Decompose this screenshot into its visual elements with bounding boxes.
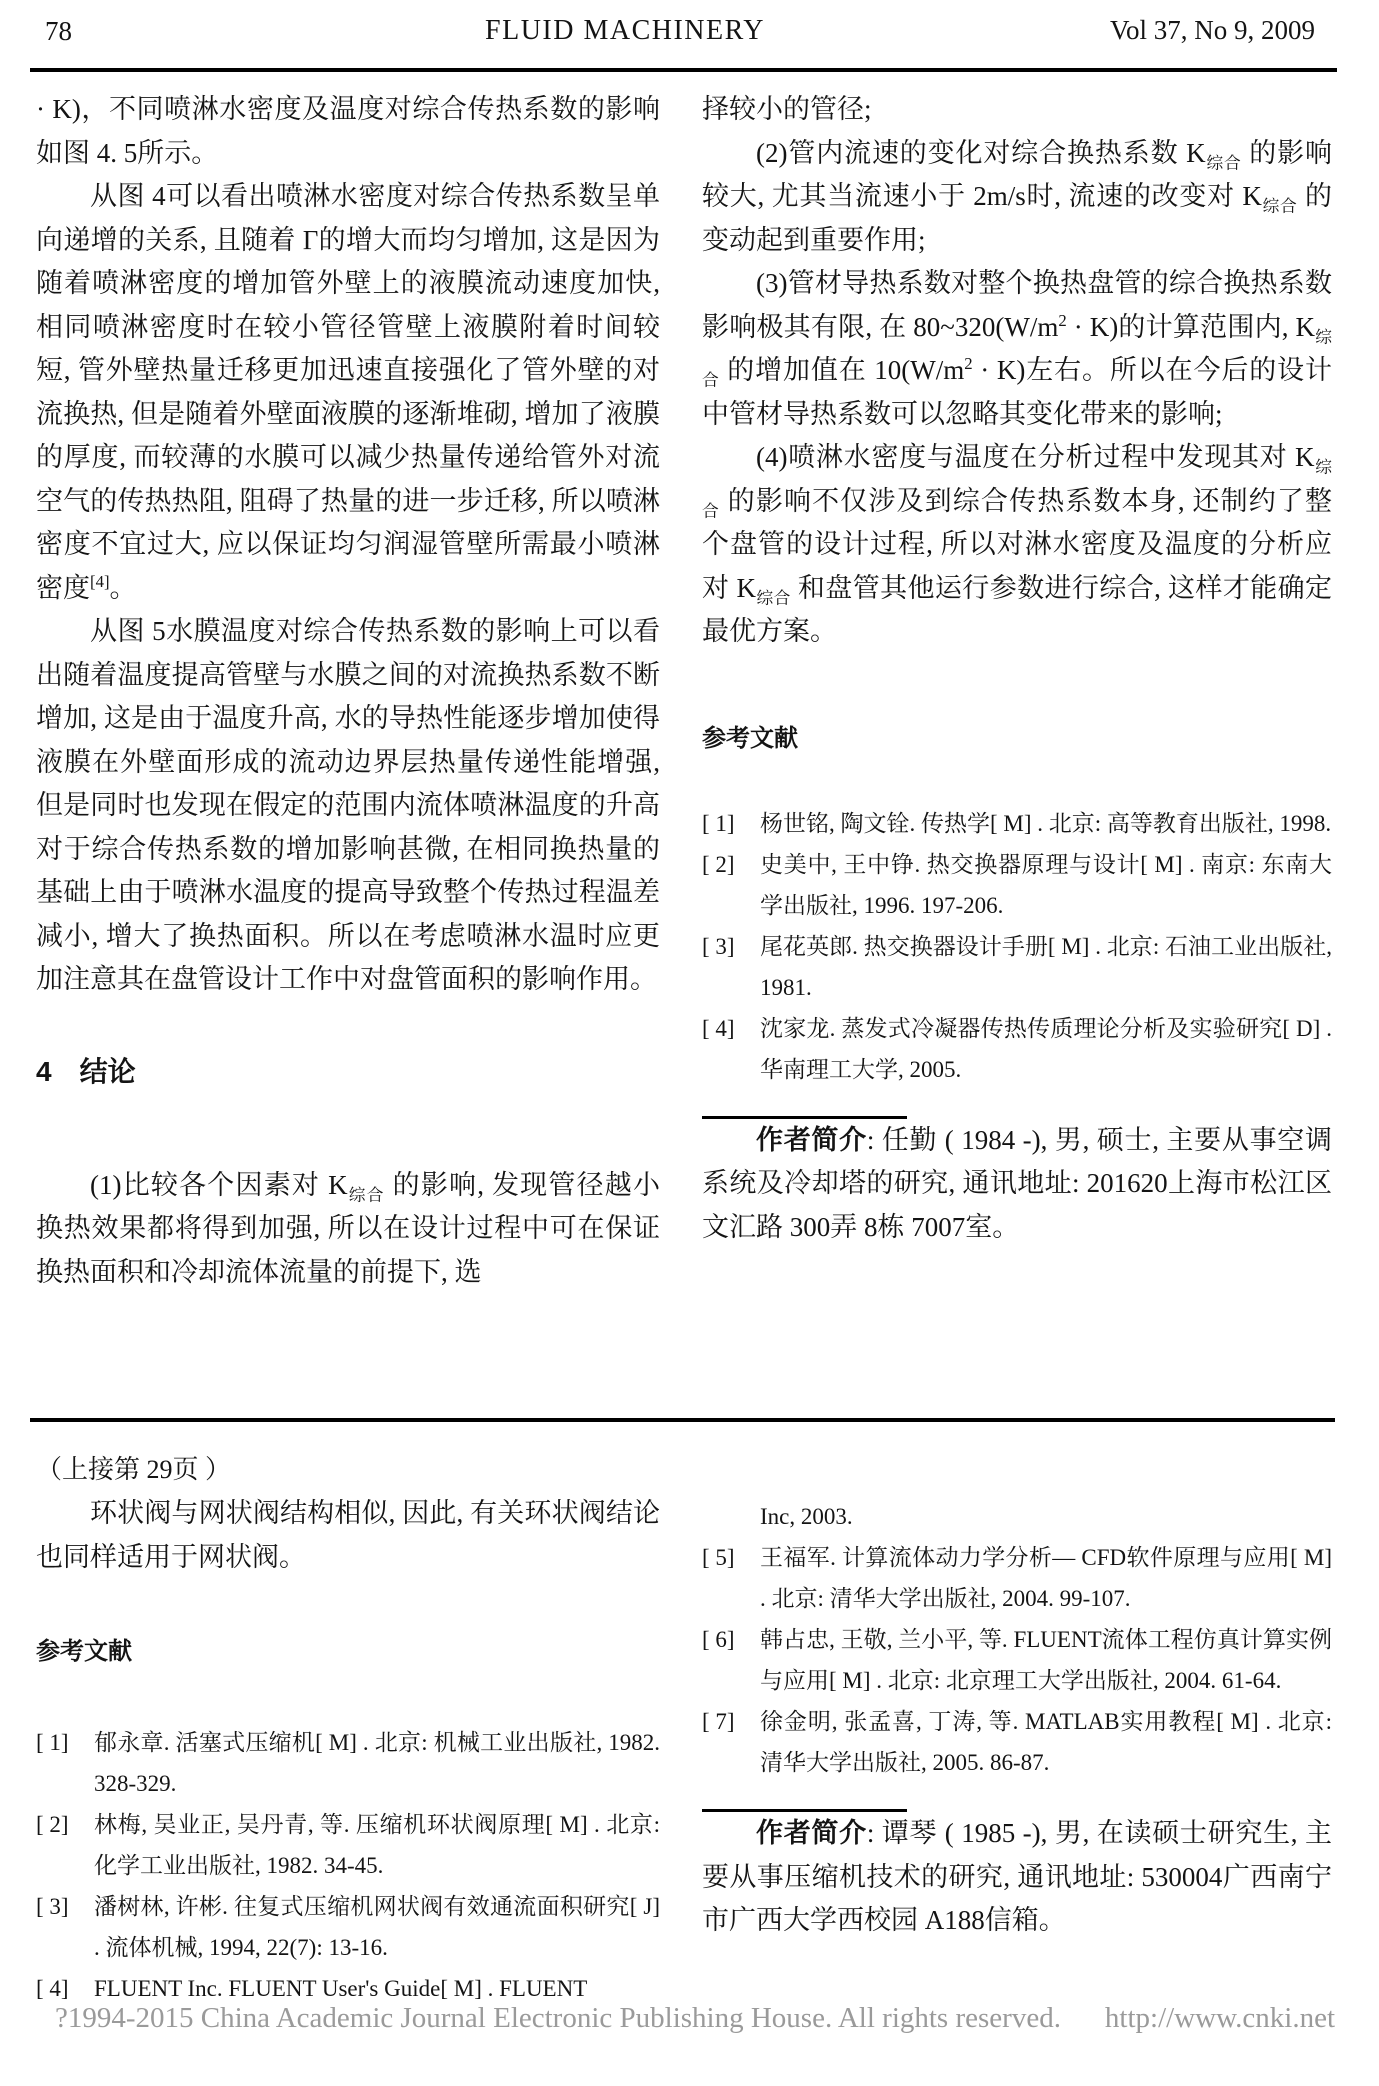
header-rule [30,68,1337,72]
reference-number: [ 4] [36,1976,69,2001]
reference-number: [ 6] [702,1627,735,1652]
reference-text: FLUENT Inc. FLUENT User's Guide[ M] . FLUENT [94,1976,588,2001]
references-heading: 参考文献 [702,724,798,752]
reference-item [702,1701,1332,1783]
author-bio: 作者简介: 任勤 ( 1984 -), 男, 硕士, 主要从事空调系统及冷却塔的研究, 通讯地址: 201620上海市松江区文汇路 300弄 8栋 7007室。 [702,1124,1333,1242]
reference-item [702,1008,1332,1090]
issue-info: Vol 37, No 9, 2009 [1109,15,1315,45]
article1-right-column [702,88,1332,1249]
reference-continuation: Inc, 2003. [760,1504,853,1529]
reference-number: [ 7] [702,1709,735,1734]
reference-item [702,844,1332,926]
reference-item [36,1722,660,1804]
article1-left-column [36,88,660,1294]
footer-copyright: ?1994-2015 China Academic Journal Electronic Publishing House. All rights reserved. [55,2002,1061,2034]
body-paragraph: · K)，不同喷淋水密度及温度对综合传热系数的影响如图 4. 5所示。 [36,94,660,168]
reference-number: [ 4] [702,1015,735,1041]
body-paragraph: 从图 4可以看出喷淋水密度对综合传热系数呈单向递增的关系, 且随着 Γ的增大而均匀增加, 这是因为随着喷淋密度的增加管外壁上的液膜流动速度加快, 相同喷淋密度时在较小管径管壁上液膜附着时间较短, 管外壁热量迁移更加迅速直接强化了管外壁的对流换热, 但是随着外壁面液膜的逐渐堆砌, 增加了液膜的厚度, 而较薄的水膜可以减少热量传递给管外对流空气的传热热阻, 阻碍了热量的进一步迁移, 所以喷淋密度不宜过大, 应以保证均匀润湿管壁所需最小喷淋密度[4]。 [36,181,660,603]
reference-number: [ 3] [36,1894,69,1919]
reference-text: 尾花英郎. 热交换器设计手册[ M] . 北京: 石油工业出版社, 1981. [760,933,1332,1000]
reference-item [702,1619,1332,1701]
article2-left-column [36,1448,660,2009]
reference-text: 韩占忠, 王敬, 兰小平, 等. FLUENT流体工程仿真计算实例与应用[ M] . 北京: 北京理工大学出版社, 2004. 61-64. [760,1627,1332,1693]
reference-text: 史美中, 王中铮. 热交换器原理与设计[ M] . 南京: 东南大学出版社, 1996. 197-206. [760,851,1332,918]
body-paragraph: (2)管内流速的变化对综合换热系数 $K_{综合}$ 的影响较大, 尤其当流速小于 2m/s时, 流速的改变对 $K_{综合}$ 的变动起到重要作用; [702,137,1333,255]
reference-item [36,1804,660,1886]
footer-watermark [55,2002,1335,2035]
author-bio: 作者简介: 谭琴 ( 1985 -), 男, 在读硕士研究生, 主要从事压缩机技术的研究, 通讯地址: 530004广西南宁市广西大学西校园 A188信箱。 [702,1818,1333,1935]
section-heading-conclusion: 4 结论 [36,1055,136,1087]
reference-text: 林梅, 吴业正, 吴丹青, 等. 压缩机环状阀原理[ M] . 北京: 化学工业出版社, 1982. 34-45. [94,1812,660,1878]
body-paragraph: 从图 5水膜温度对综合传热系数的影响上可以看出随着温度提高管壁与水膜之间的对流换热系数不断增加, 这是由于温度升高, 水的导热性能逐步增加使得液膜在外壁面形成的流动边界层热量传递性能增强, 但是同时也发现在假定的范围内流体喷淋温度的升高对于综合传热系数的增加影响甚微, 在相同换热量的基础上由于喷淋水温度的提高导致整个传热过程温差减小, 增大了换热面积。所以在考虑喷淋水温时应更加注意其在盘管设计工作中对盘管面积的影响作用。 [36,616,660,994]
page-number: 78 [45,16,72,46]
reference-number: [ 1] [702,810,735,836]
reference-item [702,803,1332,844]
reference-item [702,1537,1332,1619]
reference-text: 沈家龙. 蒸发式冷凝器传热传质理论分析及实验研究[ D] . 华南理工大学, 2005. [760,1015,1332,1082]
body-paragraph: (1)比较各个因素对 $K_{综合}$ 的影响, 发现管径越小换热效果都将得到加强, 所以在设计过程中可在保证换热面积和冷却流体流量的前提下, 选 [36,1169,661,1287]
body-paragraph: (4)喷淋水密度与温度在分析过程中发现其对 $K_{综合}$ 的影响不仅涉及到综合传热系数本身, 还制约了整个盘管的设计过程, 所以对淋水密度及温度的分析应对 $K_{综合}$ 和盘管其他运行参数进行综合, 这样才能确定最优方案。 [702,442,1333,646]
reference-text: 杨世铭, 陶文铨. 传热学[ M] . 北京: 高等教育出版社, 1998. [760,810,1332,836]
references-heading: 参考文献 [36,1638,132,1665]
reference-number: [ 3] [702,933,735,959]
reference-number: [ 1] [36,1730,69,1755]
body-paragraph: 择较小的管径; [702,94,872,124]
continued-from-note: （上接第 29页 ） [36,1455,232,1484]
reference-number: [ 5] [702,1545,735,1570]
reference-item [702,926,1332,1008]
body-paragraph: 环状阀与网状阀结构相似, 因此, 有关环状阀结论也同样适用于网状阀。 [36,1498,660,1572]
body-paragraph: (3)管材导热系数对整个换热盘管的综合换热系数影响极其有限, 在 $80\sim 320(W/m^2 \cdot K)$的计算范围内, $K_{综合}$ 的增加值在 $10(W/m^2 \cdot K)$左右。所以在今后的设计中管材导热系数可以忽略其变化带来的影响; [702,268,1333,429]
reference-text: 郁永章. 活塞式压缩机[ M] . 北京: 机械工业出版社, 1982. 328-329. [94,1730,660,1796]
reference-number: [ 2] [36,1812,69,1837]
article-divider-rule [30,1418,1335,1422]
reference-text: 王福军. 计算流体动力学分析— CFD软件原理与应用[ M] . 北京: 清华大学出版社, 2004. 99-107. [760,1545,1332,1611]
footer-url: http://www.cnki.net [1104,2002,1335,2034]
reference-item [36,1886,660,1968]
journal-title: FLUID MACHINERY [485,15,765,46]
reference-text: 徐金明, 张孟喜, 丁涛, 等. MATLAB实用教程[ M] . 北京: 清华大学出版社, 2005. 86-87. [760,1709,1332,1775]
article2-right-column [702,1448,1332,1943]
reference-text: 潘树林, 许彬. 往复式压缩机网状阀有效通流面积研究[ J] . 流体机械, 1994, 22(7): 13-16. [94,1894,660,1960]
reference-number: [ 2] [702,851,735,877]
